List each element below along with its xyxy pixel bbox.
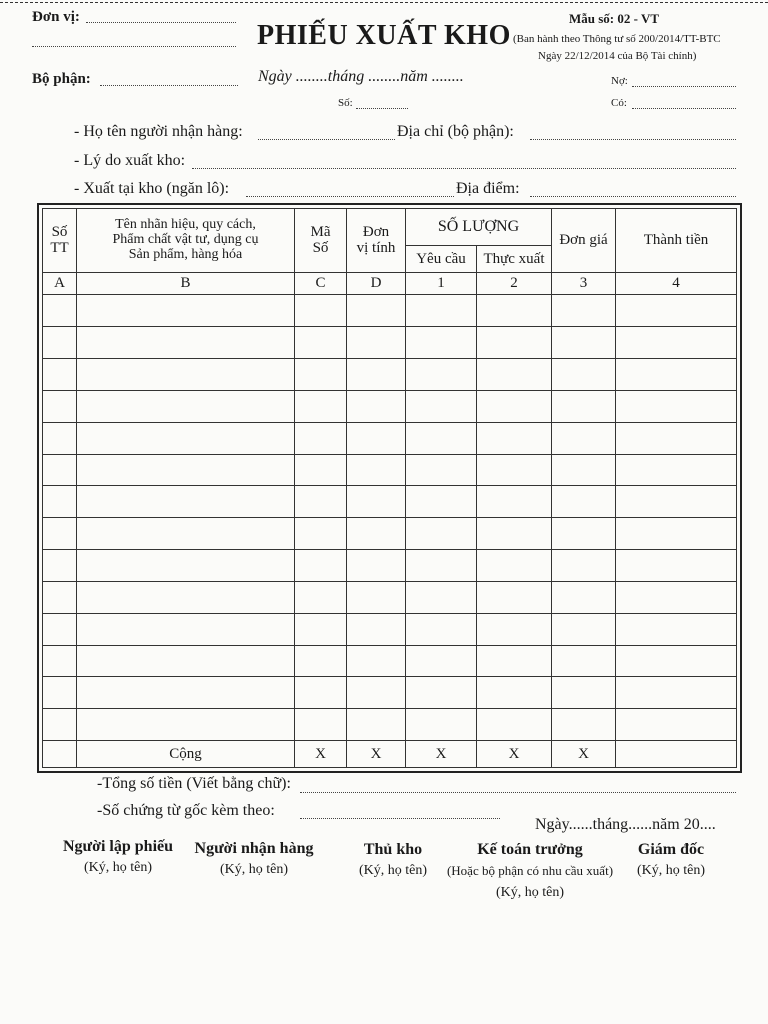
don-vi-field-2[interactable] [32,46,236,47]
table-row [43,709,737,741]
table-cell[interactable] [295,677,347,709]
table-cell[interactable] [77,295,295,327]
table-cell[interactable] [616,645,737,677]
table-cell[interactable] [77,581,295,613]
ho-ten-field[interactable] [258,139,395,140]
table-cell[interactable] [43,422,77,454]
code-cell: D [347,272,406,295]
signature-note: (Ký, họ tên) [83,860,153,875]
header-don-gia: Đơn giá [552,209,616,273]
table-cell[interactable] [295,709,347,741]
signature-title: Kế toán trưởng [477,841,583,858]
table-cell[interactable] [77,613,295,645]
header-thanh-tien: Thành tiền [616,209,737,273]
signature-block [624,841,718,879]
table-cell[interactable] [347,581,406,613]
table-cell[interactable] [552,550,616,582]
table-cell[interactable] [406,327,477,359]
table-cell[interactable] [552,295,616,327]
table-row [43,486,737,518]
table-cell[interactable] [43,518,77,550]
mau-so: Mẫu số: 02 - VT [569,11,660,26]
table-cell[interactable] [552,454,616,486]
header-ten: Tên nhãn hiệu, quy cách, Phẩm chất vật tư, dụng cụ Sản phẩm, hàng hóa [77,209,295,273]
table-cell[interactable] [347,486,406,518]
table-cell[interactable] [77,359,295,391]
table-cell[interactable] [347,422,406,454]
table-cell[interactable] [552,677,616,709]
bo-phan-field[interactable] [100,85,238,86]
table-cell[interactable] [552,581,616,613]
table-cell[interactable] [477,550,552,582]
signature-note: (Ký, họ tên) [636,863,706,878]
table-cell[interactable] [616,390,737,422]
table-cell[interactable] [406,390,477,422]
header-yeu-cau: Yêu cầu [406,245,477,272]
total-amount-cell[interactable] [616,741,737,768]
dia-chi-field[interactable] [530,139,736,140]
table-cell[interactable] [616,550,737,582]
table-row [43,327,737,359]
table-row [43,454,737,486]
table-cell[interactable] [347,550,406,582]
table-cell[interactable] [616,327,737,359]
tong-so-tien-label: -Tổng số tiền (Viết bằng chữ): [97,775,291,792]
table-row [43,295,737,327]
table-cell[interactable] [43,454,77,486]
table-cell[interactable] [77,709,295,741]
table-cell[interactable] [43,645,77,677]
table-cell[interactable] [43,486,77,518]
table-cell[interactable] [477,581,552,613]
table-row [43,613,737,645]
table-row [43,550,737,582]
table-cell[interactable] [77,422,295,454]
ho-ten-label: - Họ tên người nhận hàng: [74,123,243,140]
table-cell[interactable] [477,613,552,645]
x-mark: X [406,741,477,768]
table-cell[interactable] [616,709,737,741]
xuat-tai-kho-label: - Xuất tại kho (ngăn lô): [74,180,230,197]
table-cell[interactable] [552,327,616,359]
code-row [43,272,737,295]
ban-hanh-text: (Ban hành theo Thông tư số 200/2014/TT-BTC [513,33,721,45]
signature-title: Người nhận hàng [194,840,314,857]
table-cell[interactable] [552,709,616,741]
header-thuc-xuat: Thực xuất [477,245,552,272]
table-cell[interactable] [477,709,552,741]
page-title: PHIẾU XUẤT KHO [257,20,511,51]
cut-line [0,2,768,3]
table-row [43,518,737,550]
table-row [43,677,737,709]
table-cell[interactable] [77,390,295,422]
no-field[interactable] [632,86,736,87]
table-cell[interactable] [347,327,406,359]
table-cell[interactable] [406,645,477,677]
table-cell[interactable] [477,295,552,327]
table-cell[interactable] [552,422,616,454]
tong-so-tien-field[interactable] [300,792,736,793]
table-cell[interactable] [43,581,77,613]
signature-title: Người lập phiếu [62,838,174,855]
table-cell[interactable] [616,518,737,550]
table-cell[interactable] [477,518,552,550]
table-cell[interactable] [406,581,477,613]
table-cell[interactable] [347,454,406,486]
code-cell: 4 [616,272,737,295]
table-cell[interactable] [552,359,616,391]
table-cell[interactable] [552,486,616,518]
cong-label: Cộng [77,741,295,768]
signature-title: Giám đốc [637,841,705,858]
table-cell[interactable] [477,486,552,518]
code-cell: 2 [477,272,552,295]
table-cell[interactable] [552,390,616,422]
signature-note: (Hoặc bộ phận có nhu cầu xuất) [446,863,614,878]
so-field[interactable] [356,108,408,109]
table-cell[interactable] [295,422,347,454]
table-cell[interactable] [295,613,347,645]
table-cell[interactable] [347,645,406,677]
table-cell[interactable] [295,518,347,550]
ban-hanh-date: Ngày 22/12/2014 của Bộ Tài chính) [538,50,697,62]
table-cell[interactable] [77,677,295,709]
header-don-vi-tinh: Đơn vị tính [347,209,406,273]
x-mark: X [295,741,347,768]
signature-block [440,841,620,901]
code-cell: 1 [406,272,477,295]
table-cell[interactable] [477,390,552,422]
table-cell[interactable] [616,677,737,709]
table-cell[interactable] [616,454,737,486]
don-vi-field[interactable] [86,22,236,23]
x-mark: X [552,741,616,768]
table-cell[interactable] [406,677,477,709]
table-cell[interactable] [406,709,477,741]
table-cell[interactable] [43,677,77,709]
header-so-luong: SỐ LƯỢNG [406,209,552,246]
table-cell[interactable] [406,613,477,645]
table-cell[interactable] [477,359,552,391]
signature-block [345,841,441,879]
table-row [43,581,737,613]
code-cell: 3 [552,272,616,295]
table-cell[interactable] [43,295,77,327]
items-table [42,208,737,768]
code-cell: B [77,272,295,295]
table-cell[interactable] [406,486,477,518]
table-cell[interactable] [406,550,477,582]
table-cell[interactable] [616,295,737,327]
signing-date: Ngày......tháng......năm 20.... [535,816,716,833]
table-cell[interactable] [43,327,77,359]
table-cell[interactable] [347,613,406,645]
table-cell[interactable] [295,486,347,518]
signature-title: Thủ kho [363,841,423,858]
table-cell[interactable] [347,295,406,327]
table-cell[interactable] [477,327,552,359]
signature-block [189,840,319,878]
so-chung-tu-field[interactable] [300,818,500,819]
table-cell[interactable] [295,327,347,359]
table-cell[interactable] [477,677,552,709]
table-cell[interactable] [77,486,295,518]
ly-do-label: - Lý do xuất kho: [74,152,186,169]
table-cell[interactable] [295,359,347,391]
co-field[interactable] [632,108,736,109]
co-label: Có: [611,97,627,109]
signature-note: (Ký, họ tên) [219,862,289,877]
table-cell[interactable] [295,581,347,613]
table-cell[interactable] [347,390,406,422]
table-cell[interactable] [43,359,77,391]
header-stt: Số TT [43,209,77,273]
ly-do-field[interactable] [192,168,736,169]
table-cell[interactable] [477,422,552,454]
table-cell[interactable] [43,613,77,645]
date-line: Ngày ........tháng ........năm ........ [258,68,464,85]
table-cell[interactable] [295,645,347,677]
don-vi-label: Đơn vị: [32,9,80,25]
signature-note: (Ký, họ tên) [358,863,428,878]
signature-block [58,838,178,876]
table-cell[interactable] [616,422,737,454]
so-label: Số: [338,97,353,109]
table-cell[interactable] [616,359,737,391]
header-ma-so: Mã Số [295,209,347,273]
table-cell[interactable] [43,390,77,422]
total-row [43,741,737,768]
table-cell[interactable] [616,581,737,613]
table-cell[interactable] [77,454,295,486]
code-cell: C [295,272,347,295]
table-cell[interactable] [43,550,77,582]
dia-diem-field[interactable] [530,196,736,197]
table-cell[interactable] [295,454,347,486]
code-cell: A [43,272,77,295]
table-row [43,422,737,454]
table-cell[interactable] [77,550,295,582]
so-chung-tu-label: -Số chứng từ gốc kèm theo: [97,802,275,819]
table-cell[interactable] [552,518,616,550]
table-cell[interactable] [43,709,77,741]
signature-note-2: (Ký, họ tên) [495,885,565,900]
table-cell[interactable] [406,422,477,454]
table-cell[interactable] [77,327,295,359]
table-cell[interactable] [406,454,477,486]
x-mark: X [347,741,406,768]
table-cell[interactable] [347,359,406,391]
table-row [43,390,737,422]
table-row [43,645,737,677]
table-cell[interactable] [552,645,616,677]
dia-diem-label: Địa điểm: [456,180,520,197]
table-cell[interactable] [347,518,406,550]
table-cell[interactable] [552,613,616,645]
table-cell[interactable] [406,359,477,391]
table-cell[interactable] [295,295,347,327]
table-cell[interactable] [616,613,737,645]
table-cell[interactable] [347,677,406,709]
table-row [43,359,737,391]
table-cell[interactable] [477,645,552,677]
table-cell[interactable] [477,454,552,486]
table-cell[interactable] [616,486,737,518]
table-cell[interactable] [347,709,406,741]
dia-chi-label: Địa chỉ (bộ phận): [397,123,514,140]
table-cell[interactable] [295,390,347,422]
bo-phan-label: Bộ phận: [32,71,91,87]
no-label: Nợ: [611,75,628,87]
table-cell[interactable] [77,518,295,550]
table-cell[interactable] [295,550,347,582]
x-mark: X [477,741,552,768]
table-cell[interactable] [406,295,477,327]
xuat-tai-kho-field[interactable] [246,196,454,197]
table-cell[interactable] [406,518,477,550]
table-cell[interactable] [77,645,295,677]
